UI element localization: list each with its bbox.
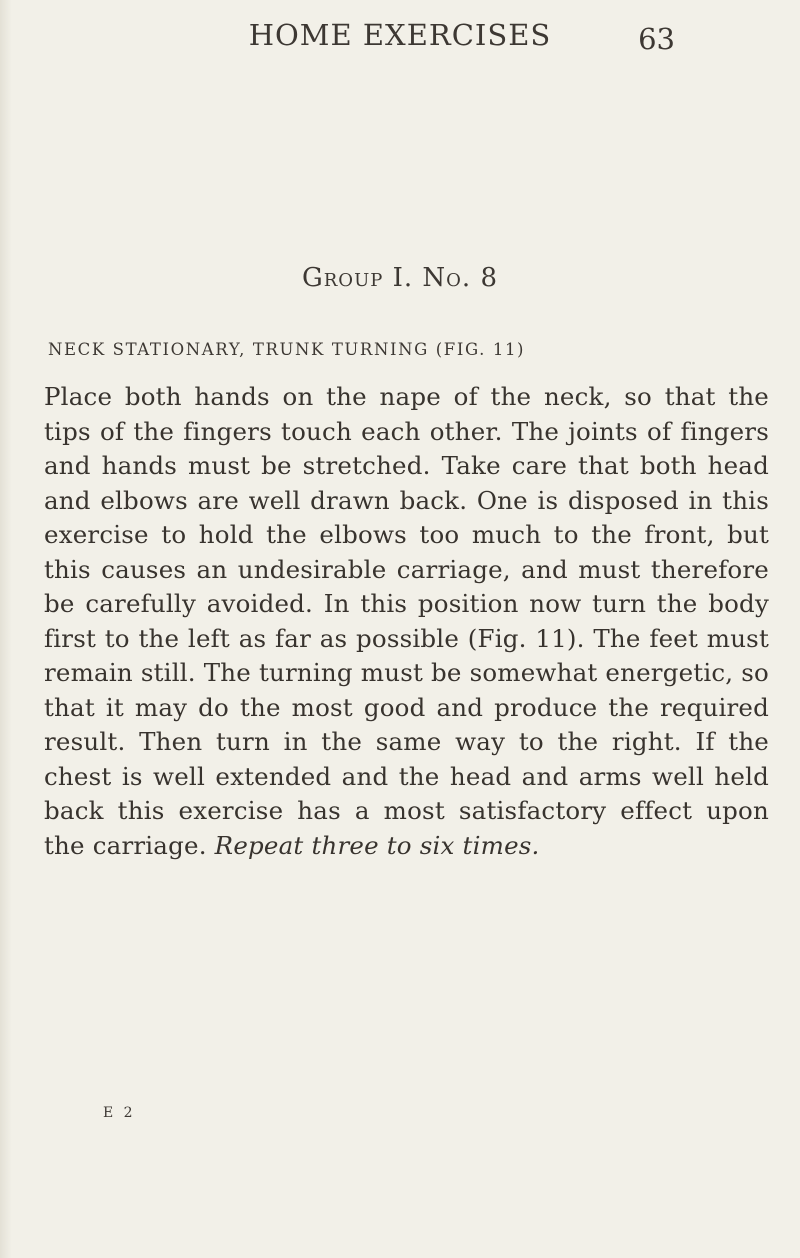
repeat-instruction: Repeat three to six times.	[214, 830, 540, 860]
group-heading-text: Group I. No. 8	[301, 263, 498, 293]
description-paragraph: Place both hands on the nape of the neck, so that the tips of the fingers touch each other. The joints of fingers and hands must be stretched. Take care that both head and elbows are well drawn back. One is disposed in this exercise to hold the elbows too much to the front, but this causes an undesirable carriage, and must therefore be carefully avoided. In this position now turn the body first to the left as far as possible (Fig. 11). The feet must remain still. The turning must be somewhat energetic, so that it may do the most good and produce the required result. Then turn in the same way to the right. If the chest is well extended and the head and arms well held back this exercise has a most satisfactory effect upon the carriage.	[44, 382, 769, 860]
group-heading	[0, 263, 800, 293]
exercise-description	[44, 380, 769, 863]
page-number: 63	[638, 22, 675, 56]
exercise-subheading: NECK STATIONARY, TRUNK TURNING (FIG. 11)	[48, 340, 526, 359]
signature-mark: E 2	[103, 1105, 136, 1121]
running-title: HOME EXERCISES	[248, 18, 552, 52]
running-head	[0, 18, 800, 58]
